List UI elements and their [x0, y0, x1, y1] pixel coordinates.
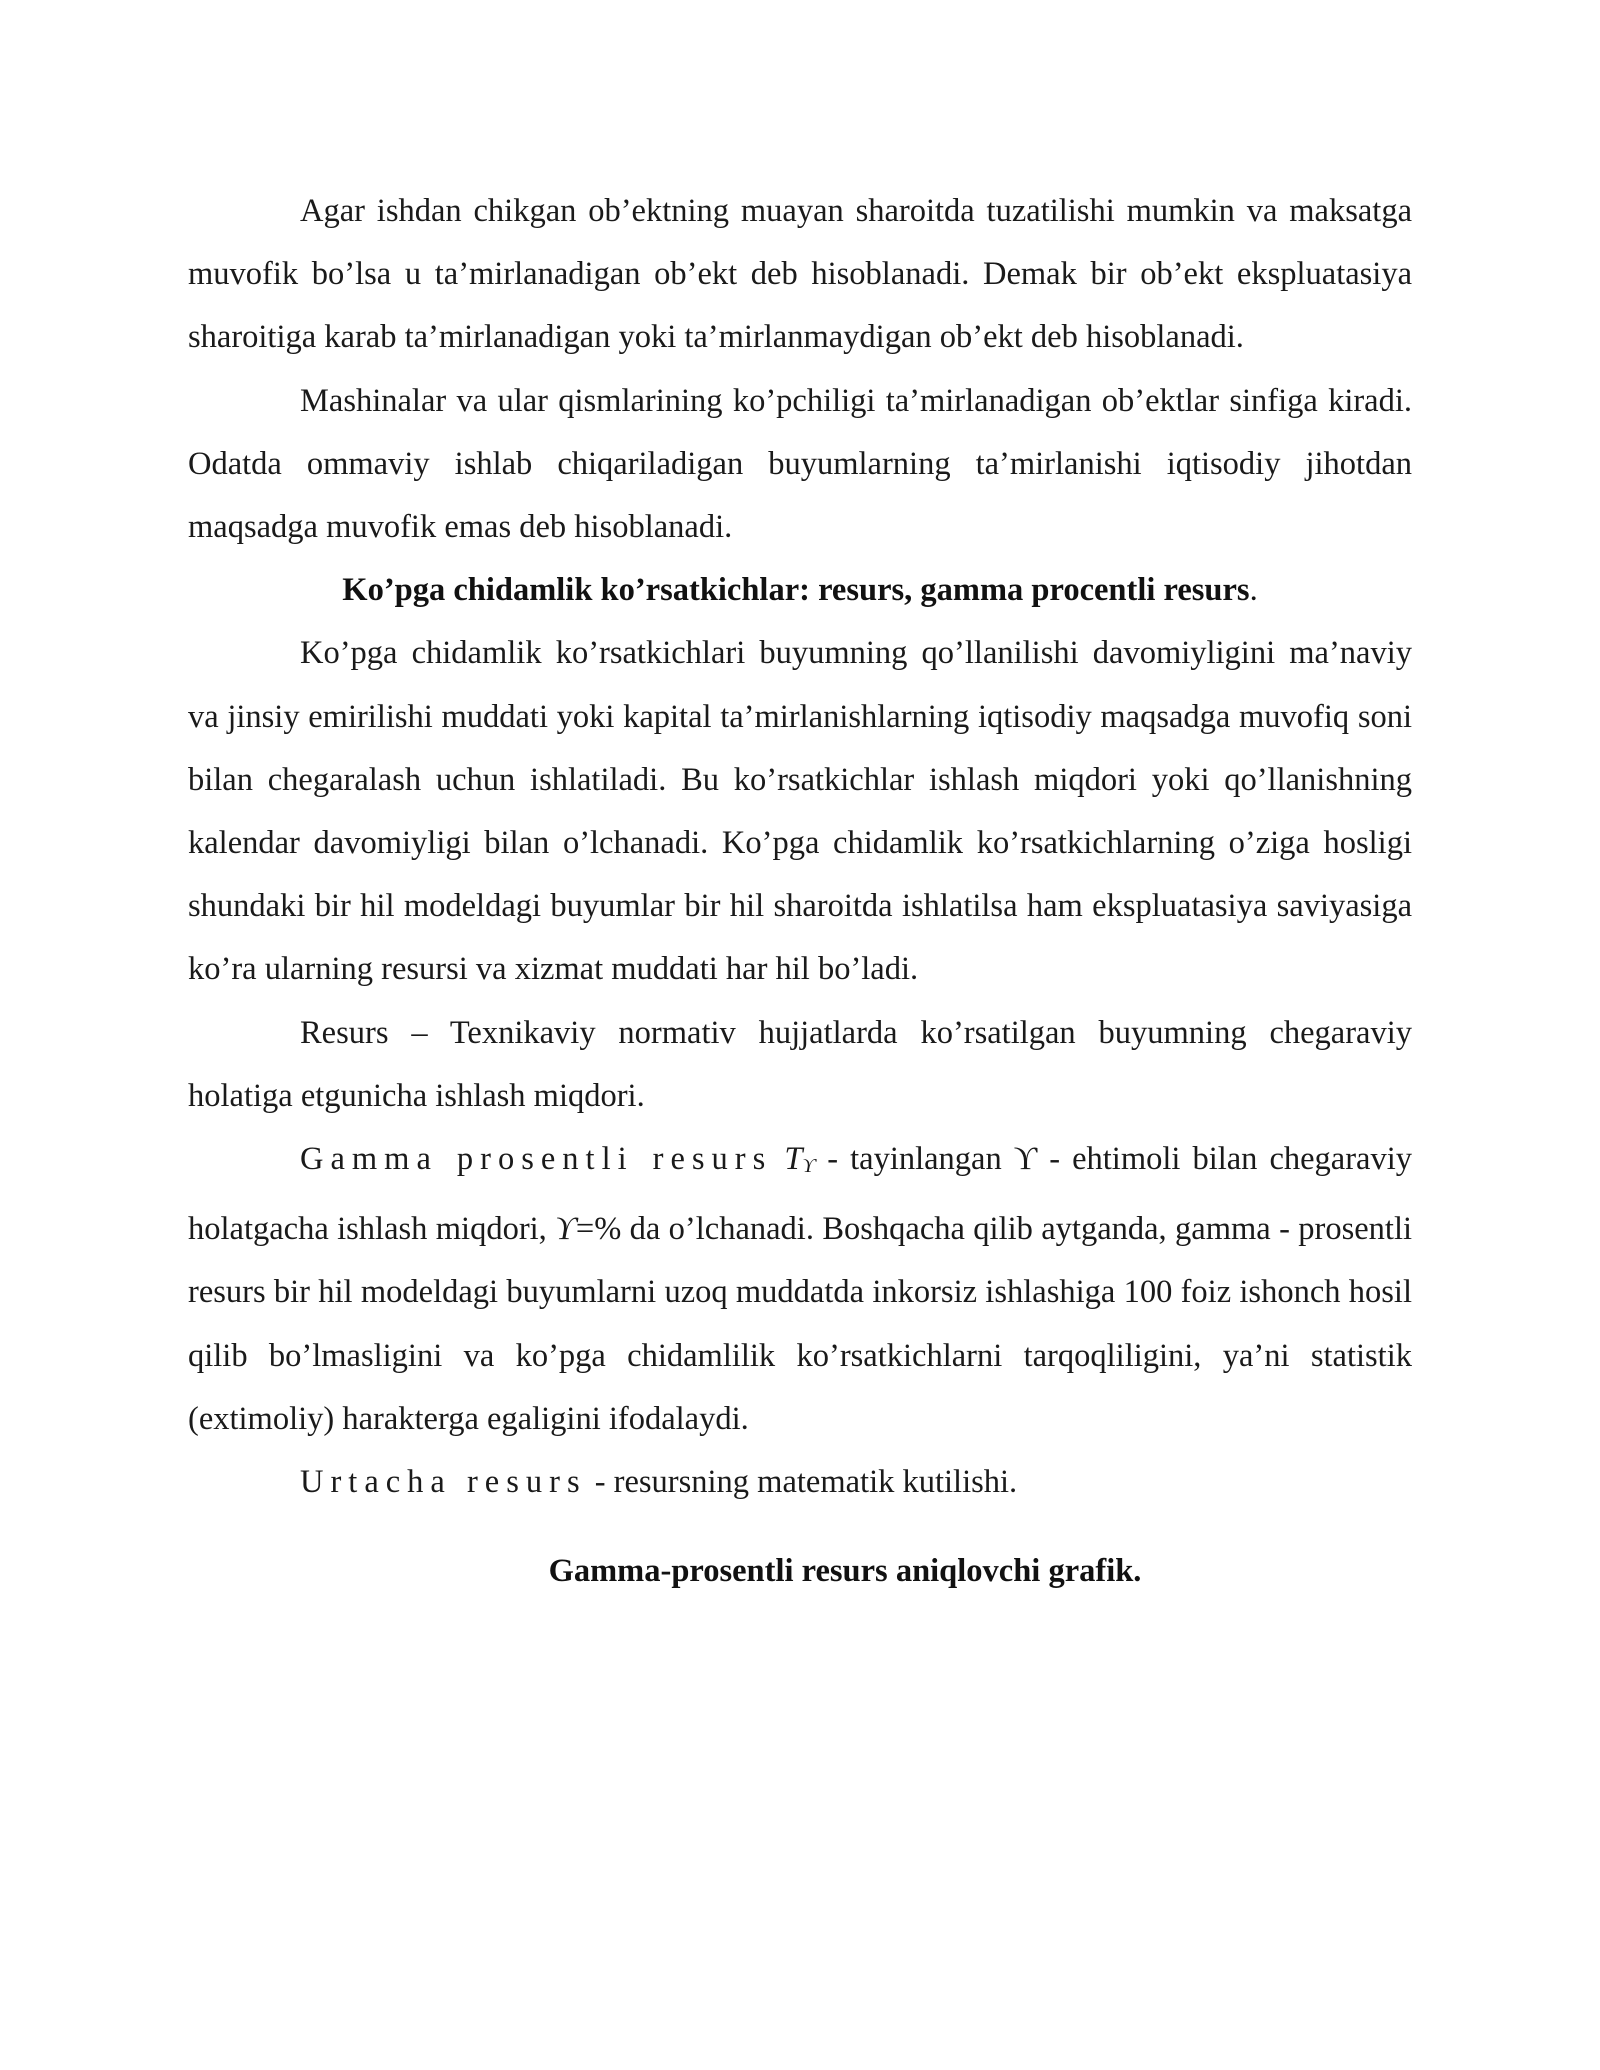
- section-heading-durability: [188, 559, 1412, 622]
- paragraph-gamma-percent: [188, 1128, 1412, 1451]
- paragraph-durability-indicators: Ko’pga chidamlik ko’rsatkichlari buyumning qo’llanilishi davomiyligini ma’naviy va jinsiy emirilishi muddati yoki kapital ta’mirlanishlarning iqtisodiy maqsadga muvofiq soni bilan chegaralash uchun ishlatiladi. Bu ko’rsatkichlar ishlash miqdori yoki qo’llanishning kalendar davomiyligi bilan o’lchanadi. Ko’pga chidamlik ko’rsatkichlarning o’ziga hosligi shundaki bir hil modeldagi buyumlar bir hil sharoitda ishlatilsa ham ekspluatasiya saviyasiga ko’ra ularning resursi va xizmat muddati har hil bo’ladi.: [188, 635, 1412, 988]
- section-heading-period: .: [1249, 572, 1258, 609]
- section-heading-text: Ko’pga chidamlik ko’rsatkichlar: resurs, gamma procentli resurs: [342, 572, 1250, 609]
- paragraph-repairable-object: Agar ishdan chikgan ob’ektning muayan sharoitda tuzatilishi mumkin va maksatga muvofik bo’lsa u ta’mirlanadigan ob’ekt deb hisoblanadi. Demak bir ob’ekt ekspluatasiya sharoitiga karab ta’mirlanadigan yoki ta’mirlanmaydigan ob’ekt deb hisoblanadi.: [188, 193, 1412, 356]
- average-resource-text: - resursning matematik kutilishi.: [586, 1464, 1018, 1501]
- document-page: [188, 180, 1412, 1603]
- term-gamma-prosentli-resurs: Gamma prosentli resurs: [300, 1141, 773, 1178]
- term-urtacha-resurs: Urtacha resurs: [300, 1464, 587, 1501]
- paragraph-average-resource: [188, 1451, 1412, 1514]
- paragraph-machines: Mashinalar va ular qismlarining ko’pchiligi ta’mirlanadigan ob’ektlar sinfiga kiradi. Odatda ommaviy ishlab chiqariladigan buyumlarning ta’mirlanishi iqtisodiy jihotdan maqsadga muvofik emas deb hisoblanadi.: [188, 382, 1412, 546]
- gamma-definition-text: - tayinlangan ϒ - ehtimoli bilan chegaraviy holatgacha ishlash miqdori,: [188, 1141, 1413, 1248]
- gamma-explanation-text: =% da o’lchanadi. Boshqacha qilib aytganda, gamma - prosentli resurs bir hil modeldagi buyumlarni uzoq muddatda inkorsiz ishlashiga 100 foiz ishonch hosil qilib bo’lmasligini va ko’pga chidamlilik ko’rsatkichlarni tarqoqliligini, ya’ni statistik (extimoliy) harakterga egaligini ifodalaydi.: [188, 1211, 1412, 1437]
- symbol-gamma: ϒ: [555, 1211, 576, 1248]
- symbol-t: T: [784, 1141, 803, 1178]
- symbol-gamma-subscript: ϒ: [802, 1155, 816, 1178]
- graph-heading: Gamma-prosentli resurs aniqlovchi grafik.: [548, 1553, 1142, 1590]
- paragraph-resource-definition: Resurs – Texnikaviy normativ hujjatlarda ko’rsatilgan buyumning chegaraviy holatiga etgunicha ishlash miqdori.: [188, 1014, 1412, 1114]
